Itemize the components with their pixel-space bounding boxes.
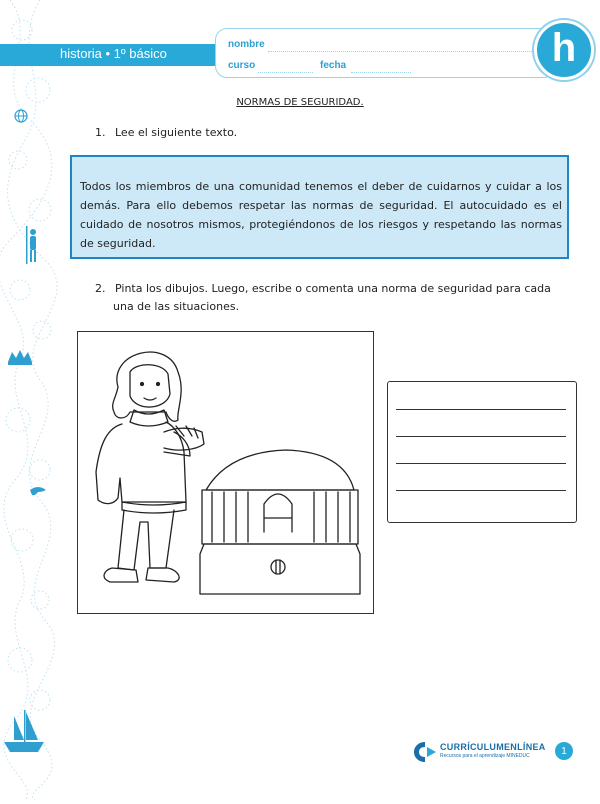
item-1-number: 1. xyxy=(95,126,106,139)
subject-label: historia • 1º básico xyxy=(60,46,167,61)
answer-box[interactable] xyxy=(387,381,577,523)
item-1-text: Lee el siguiente texto. xyxy=(115,126,238,139)
curriculum-logo-icon xyxy=(412,740,438,764)
reading-text: Todos los miembros de una comunidad tenemos el deber de cuidarnos y cuidar a los demás. Para ello debemos respetar las normas de seguridad. El autocuidado es el cuidado de nosotros mismos, protegiéndonos de los riesgos y respetando las normas de seguridad. xyxy=(80,180,562,250)
footer-brand: CURRÍCULUMENLÍNEA xyxy=(440,742,546,752)
curriculum-en-linea-logo xyxy=(412,740,552,764)
reading-text-box xyxy=(70,155,569,259)
item-1 xyxy=(95,124,237,142)
logo-letter: h xyxy=(551,26,577,70)
page-number: 1 xyxy=(555,742,573,760)
footer-tagline: Recursos para el aprendizaje MINEDUC xyxy=(440,753,530,759)
nombre-field[interactable] xyxy=(268,51,538,52)
swirl-pattern xyxy=(0,0,62,800)
item-2-line-2: una de las situaciones. xyxy=(113,300,240,313)
hoy-logo-icon xyxy=(534,20,594,80)
answer-line[interactable] xyxy=(396,463,566,464)
worksheet-title: NORMAS DE SEGURIDAD. xyxy=(236,97,364,108)
coloring-illustration[interactable] xyxy=(77,331,374,614)
fecha-field[interactable] xyxy=(351,72,411,73)
answer-line[interactable] xyxy=(396,436,566,437)
student-info-form xyxy=(215,28,547,78)
ship-icon xyxy=(4,710,44,752)
answer-line[interactable] xyxy=(396,409,566,410)
globe-icon xyxy=(15,110,27,122)
bird-icon xyxy=(30,487,46,495)
item-2-line-1: Pinta los dibujos. Luego, escribe o comenta una norma de seguridad para cada xyxy=(115,282,551,295)
curso-field[interactable] xyxy=(258,72,313,73)
answer-line[interactable] xyxy=(396,490,566,491)
person-warming-hands-at-heater-drawing xyxy=(78,332,373,613)
fecha-label: fecha xyxy=(320,60,347,71)
item-2-number: 2. xyxy=(95,282,106,295)
figure-with-staff-icon xyxy=(26,226,36,264)
item-2 xyxy=(95,280,565,316)
curso-label: curso xyxy=(228,60,256,71)
decorative-left-border xyxy=(0,0,62,800)
nombre-label: nombre xyxy=(228,39,265,50)
crown-icon xyxy=(8,350,32,365)
